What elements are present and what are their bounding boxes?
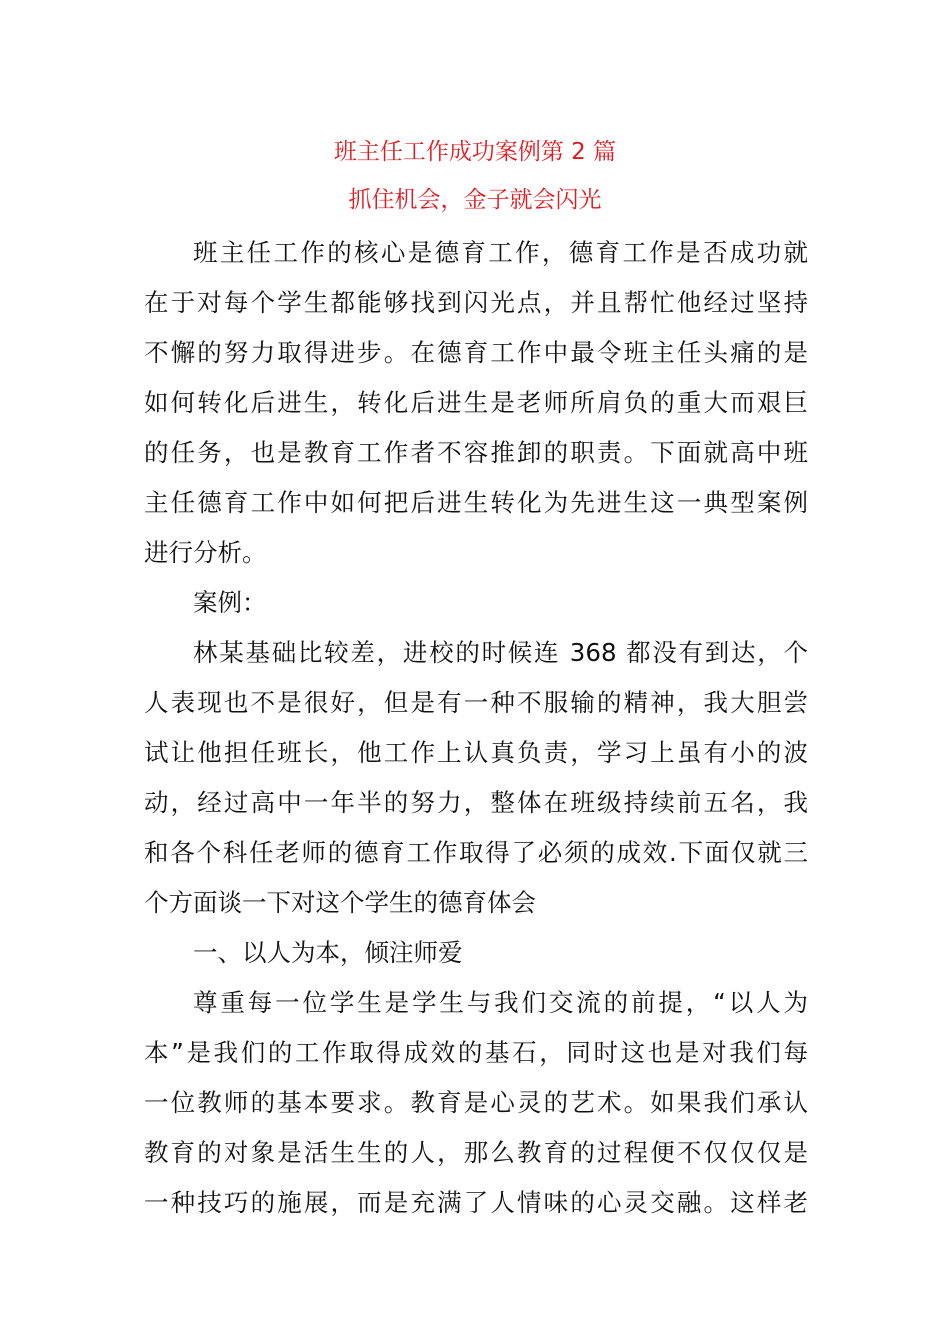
text-line: 林某基础比较差，进校的时候连 368 都没有到达，个 — [193, 638, 808, 667]
section-label: 案例： — [193, 588, 267, 617]
text-line: 主任德育工作中如何把后进生转化为先进生这一典型案例 — [144, 488, 808, 517]
text-line: 个方面谈一下对这个学生的德育体会 — [144, 888, 536, 917]
text-line: 动，经过高中一年半的努力，整体在班级持续前五名，我 — [144, 788, 808, 817]
text-line: 班主任工作的核心是德育工作，德育工作是否成功就 — [193, 238, 808, 267]
section-heading: 一、以人为本，倾注师爱 — [193, 938, 463, 967]
document-title: 班主任工作成功案例第 2 篇 — [333, 139, 617, 165]
text-line: 人表现也不是很好，但是有一种不服输的精神，我大胆尝 — [144, 688, 808, 717]
text-line: 教育的对象是活生生的人，那么教育的过程便不仅仅仅是 — [144, 1138, 808, 1167]
text-line: 如何转化后进生，转化后进生是老师所肩负的重大而艰巨 — [144, 388, 808, 417]
text-line: 尊重每一位学生是学生与我们交流的前提，“以人为 — [193, 988, 808, 1017]
text-line: 试让他担任班长，他工作上认真负责，学习上虽有小的波 — [144, 738, 808, 767]
text-line: 在于对每个学生都能够找到闪光点，并且帮忙他经过坚持 — [144, 288, 808, 317]
text-line: 不懈的努力取得进步。在德育工作中最令班主任头痛的是 — [144, 338, 808, 367]
text-line: 和各个科任老师的德育工作取得了必须的成效.下面仅就三 — [144, 838, 808, 867]
text-line: 本”是我们的工作取得成效的基石，同时这也是对我们每 — [144, 1038, 808, 1067]
text-line: 进行分析。 — [144, 538, 267, 567]
document-subtitle: 抓住机会，金子就会闪光 — [348, 187, 602, 213]
text-line: 一种技巧的施展，而是充满了人情味的心灵交融。这样老 — [144, 1188, 808, 1217]
text-line: 一位教师的基本要求。教育是心灵的艺术。如果我们承认 — [144, 1088, 808, 1117]
text-line: 的任务，也是教育工作者不容推卸的职责。下面就高中班 — [144, 438, 808, 467]
body-text — [144, 228, 808, 1228]
